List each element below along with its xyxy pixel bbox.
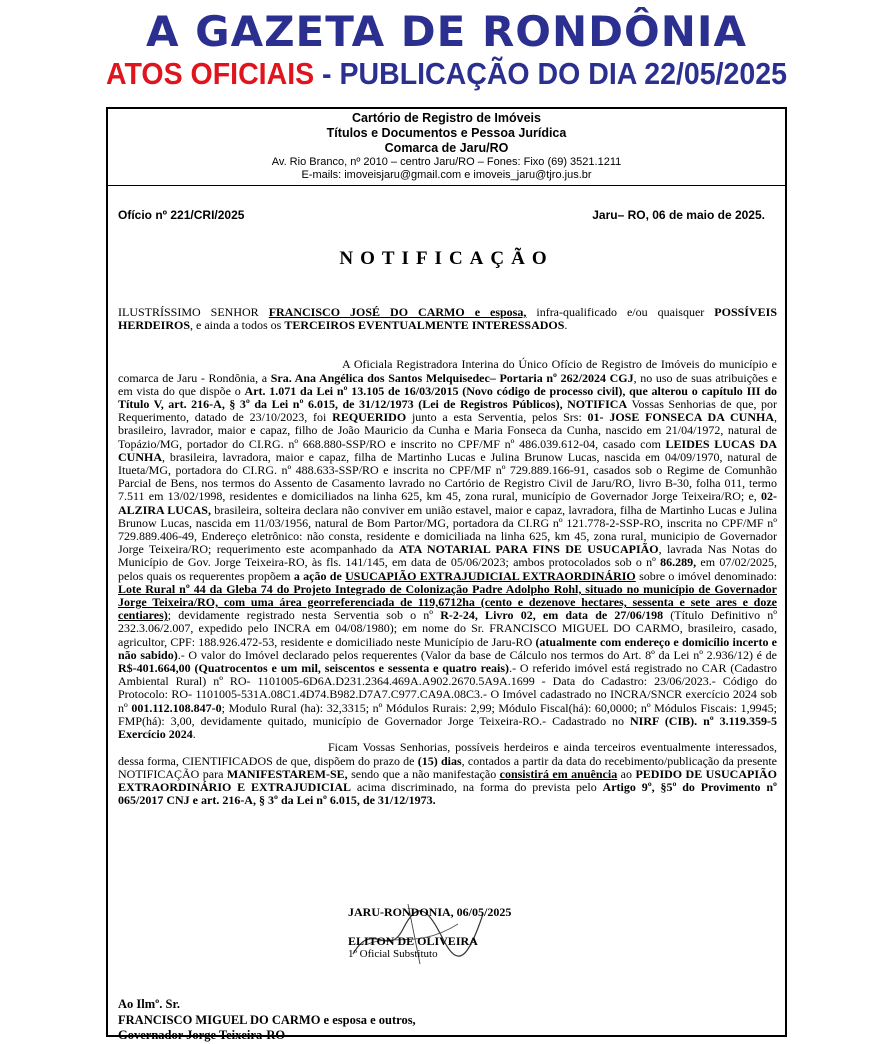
- recipient-name: FRANCISCO MIGUEL DO CARMO e esposa e outros,: [118, 1012, 416, 1027]
- oficio-line: [108, 208, 785, 222]
- recipient-city: Governador Jorge Teixeira-RO: [118, 1028, 286, 1042]
- newspaper-title: A GAZETA DE RONDÔNIA: [146, 7, 747, 56]
- oficio-date: Jaru– RO, 06 de maio de 2025.: [592, 208, 765, 222]
- document-title: NOTIFICAÇÃO: [339, 248, 554, 269]
- official-notice-document: [106, 107, 787, 1042]
- recipient-block: [118, 997, 416, 1044]
- signature-place-date: JARU-RONDONIA, 06/05/2025: [348, 905, 512, 919]
- publication-date-label: - PUBLICAÇÃO DO DIA 22/05/2025: [314, 56, 787, 91]
- registry-subtitle: Títulos e Documentos e Pessoa Jurídica: [326, 126, 567, 140]
- header-divider: [108, 185, 785, 186]
- atos-oficiais-label: ATOS OFICIAIS: [106, 56, 315, 91]
- registry-name: Cartório de Registro de Imóveis: [352, 111, 541, 125]
- addressee-paragraph: ILUSTRÍSSIMO SENHOR FRANCISCO JOSÉ DO CARMO e esposa, infra-qualificado e/ou quaisquer POSSÍVEIS HERDEIROS, e ainda a todos os TERCEIROS EVENTUALMENTE INTERESSADOS.: [118, 305, 777, 333]
- masthead: [0, 0, 893, 92]
- registry-header: [108, 111, 785, 182]
- registry-emails: E-mails: imoveisjaru@gmail.com e imoveis_jaru@tjro.jus.br: [301, 169, 592, 181]
- notice-deadline-paragraph: Ficam Vossas Senhorias, possíveis herdeiros e ainda terceiros eventualmente interessados, dessa forma, CIENTIFICADOS de que, dispõem do prazo de (15) dias, contados a partir da data do recebimento/publicação da presente NOTIFICAÇÃO para MANIFESTAREM-SE, sendo que a não manifestação consistirá em anuência ao PEDIDO DE USUCAPIÃO EXTRAORDINÁRIO E EXTRAJUDICIAL acima discriminado, na forma do prevista pelo Artigo 9º, §5º do Provimento nº 065/2017 CNJ e art. 216-A, § 3º da Lei nº 6.015, de 31/12/1973.: [118, 740, 778, 808]
- oficio-number: Ofício nº 221/CRI/2025: [118, 208, 245, 222]
- notice-body-paragraph: A Oficiala Registradora Interina do Único Ofício de Registro de Imóveis do município e comarca de Jaru - Rondônia, a Sra. Ana Angélica dos Santos Melquisedec– Portaria nº 262/2024 CGJ, no uso de suas atribuições e em vista do que dispõe o Art. 1.071 da Lei nº 13.105 de 16/03/2015 (Novo código de processo civil), que alterou o capítulo III do Título V, art. 216-A, § 3º da Lei nº 6.015, de 31/12/1973 (Lei de Registros Públicos), NOTIFICA Vossas Senhorias de que, por Requerimento, datado de 23/10/2023, foi REQUERIDO junto a esta Serventia, pelos Srs: 01- JOSE FONSECA DA CUNHA, brasileiro, lavrador, maior e capaz, filho de João Mauricio da Cunha e Maria Fonseca da Cunha, nascido em 21/04/1972, natural de Topázio/MG, portador do CI.RG. nº 668.880-SSP/RO e inscrito no CPF/MF nº 486.039.612-04, casado com LEIDES LUCAS DA CUNHA, brasileira, lavradora, maior e capaz, filha de Martinho Lucas e Julina Brunow Lucas, nascida em 04/09/1970, natural de Ituetа/MG, portadora do CI.RG. nº 488.633-SSP/RO e inscrita no CPF/MF nº 729.889.166-91, casados sob o Regime de Comunhão Parcial de Bens, nos termos do Assento de Casamento lavrado no Cartório de Registro Civil de Jaru/RO, livro B-30, folha 011, termo 7.511 em 13/02/1998, residentes e domiciliados na linha 625, km 45, zona rural, município de Governador Jorge Teixeira/RO; e, 02-ALZIRA LUCAS, brasileira, solteira declara não conviver em união estavel, maior e capaz, lavradora, filha de Martinho Lucas e Julina Brunow Lucas, nascida em 11/03/1956, natural de Bom Partor/MG, portadora da CI.RG nº 121.778-2-SSP-RO, inscrita no CPF/MF nº 729.889.406-49, Endereço eletrônico: não consta, residente e domiciliada na linha 625, km 45, zona rural, municipio de Governador Jorge Teixeira/RO; requerimento este acompanhado da ATA NOTARIAL PARA FINS DE USUCAPIÃO, lavrada Nas Notas do Município de Gov. Jorge Teixeira-RO, às fls. 141/145, em data de 05/06/2023; ambos protocolados sob o nº 86.289, em 07/02/2025, pelos quais os requerentes propõem a ação de USUCAPIÃO EXTRAJUDICIAL EXTRAORDINÁRIO sobre o imóvel denominado: Lote Rural nº 44 da Gleba 74 do Projeto Integrado de Colonização Padre Adolpho Rohl, situado no município de Governador Jorge Teixeira/RO, com uma área georreferenciada de 119,6712ha (cento e dezenove hectares, sessenta e sete ares e doze centiares); devidamente registrado nesta Serventia sob o nº R-2-24, Livro 02, em data de 27/06/198 (Título Definitivo nº 232.3.06/2.007, expedido pelo INCRA em 04/08/1980); em nome do Sr. FRANCISCO MIGUEL DO CARMO, brasileiro, casado, agricultor, CPF: 188.926.472-53, residente e domiciliado neste Município de Jaru-RO (atualmente com endereço e domicílio incerto e não sabido).- O valor do Imóvel declarado pelos requerentes (Valor da base de Cálculo nos termos do Art. 8º da Lei nº 2.936/12) é de R$-401.664,00 (Quatrocentos e um mil, seiscentos e sessenta e quatro reais).- O referido imóvel está registrado no CAR (Cadastro Ambiental Rural) nº RO- 1101005-6D6A.D231.2364.469A.A902.2670.5A9A.1699 - Data do Cadastro: 23/06/2023.- Código do Protocolo: RO- 1101005-531A.08C1.4D74.B982.D7A7.C977.CA9A.08C3.- O Imóvel cadastrado no INCRA/SNCR exercício 2024 sob nº 001.112.108.847-0; Modulo Rural (ha): 32,3315; nº Módulos Rurais: 2,99; Módulo Fiscal(há): 60,0000; nº Módulos Fiscais: 1,9945; FMP(há): 3,00, devidamente quitado, município de Governador Jorge Teixeira-RO.- Cadastrado no NIRF (CIB). nº 3.119.359-5 Exercício 2024.: [118, 357, 778, 742]
- registry-comarca: Comarca de Jaru/RO: [384, 141, 509, 155]
- signatory-role: 1º Oficial Substituto: [348, 948, 438, 960]
- signatory-name: ELITON DE OLIVEIRA: [348, 934, 478, 948]
- recipient-salutation: Ao Ilmº. Sr.: [118, 997, 181, 1011]
- registry-address: Av. Rio Branco, nº 2010 – centro Jaru/RO – Fones: Fixo (69) 3521.1211: [271, 156, 622, 168]
- publication-subtitle: [36, 56, 858, 92]
